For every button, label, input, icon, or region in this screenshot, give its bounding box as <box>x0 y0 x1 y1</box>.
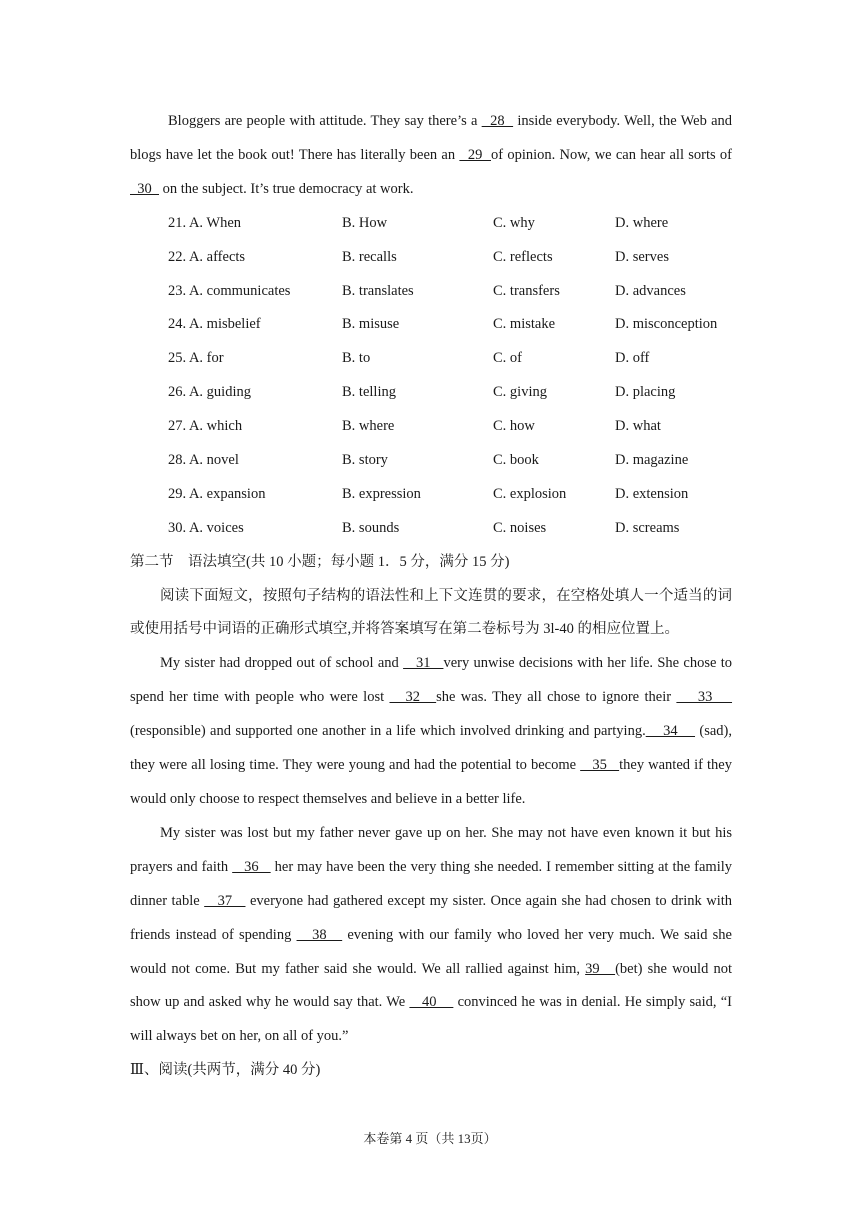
text-segment: on the subject. It’s true democracy at work. <box>159 180 414 197</box>
option-a: 28. A. novel <box>168 451 239 468</box>
blank-34: 34 <box>645 723 696 740</box>
text-segment: My sister had dropped out of school and <box>160 655 404 672</box>
option-d: D. extension <box>615 485 689 502</box>
option-c: C. noises <box>493 519 547 536</box>
text-segment: evening with our family who loved her very much. We said she would not come. But my father said she would. We all rallied against him, <box>130 926 732 977</box>
text-segment: inside everybody. Well, the Web and blogs have let the book out! There has literally been an <box>130 113 732 163</box>
option-b: B. where <box>342 418 395 435</box>
text-segment: (sad), they were all losing time. They were young and had the potential to become <box>130 723 732 774</box>
option-d: D. magazine <box>615 451 689 468</box>
option-row <box>130 410 732 444</box>
option-a: 30. A. voices <box>168 519 244 536</box>
option-b: B. How <box>342 214 388 231</box>
option-b: B. telling <box>342 384 396 401</box>
blank-40: 40 <box>409 994 454 1011</box>
blank-28: 28 <box>481 113 514 129</box>
option-b: B. sounds <box>342 519 400 536</box>
options-table <box>130 207 732 546</box>
blank-30: 30 <box>130 180 159 197</box>
blank-36: 36 <box>232 858 271 875</box>
option-row <box>130 376 732 410</box>
option-c: C. why <box>493 214 535 231</box>
option-d: D. placing <box>615 384 676 401</box>
option-a: 21. A. When <box>168 214 242 231</box>
section-2-heading: 第二节 语法填空(共 10 小题；每小题 1．5 分，满分 15 分) <box>130 553 510 570</box>
option-row <box>130 478 732 512</box>
text-segment: her may have been the very thing she needed. I remember sitting at the family dinner table <box>130 858 733 909</box>
text-segment: Bloggers are people with attitude. They say there’s a <box>168 113 482 129</box>
blank-29: 29 <box>459 146 491 163</box>
text-segment: of opinion. Now, we can hear all sorts of <box>490 146 732 163</box>
option-a: 26. A. guiding <box>168 384 251 401</box>
option-c: C. reflects <box>493 248 553 265</box>
page-footer: 本卷第 4 页（共 13页） <box>363 1131 497 1146</box>
text-segment: they wanted if they would only choose to respect themselves and believe in a better life. <box>130 757 732 807</box>
option-c: C. how <box>493 418 535 435</box>
blank-31: 31 <box>403 655 444 672</box>
option-d: D. where <box>615 214 669 231</box>
text-segment: convinced he was in denial. He simply said, “I will always bet on her, on all of you.” <box>130 994 732 1045</box>
blank-39: 39 <box>585 960 616 977</box>
option-row <box>130 512 732 546</box>
text-segment: very unwise decisions with her life. She chose to spend her time with people who were lost <box>130 655 732 706</box>
option-d: D. off <box>615 350 650 367</box>
text-segment: everyone had gathered except my sister. Once again she had chosen to drink with friends instead of spending <box>130 892 732 943</box>
blank-32: 32 <box>389 689 437 706</box>
option-d: D. screams <box>615 519 680 536</box>
section-2-instruction: 阅读下面短文，按照句子结构的语法性和上下文连贯的要求，在空格处填人一个适当的词或使用括号中词语的正确形式填空,并将答案填写在第二卷标号为 3l-40 的相应位置上。 <box>130 587 732 638</box>
option-c: C. of <box>493 350 522 367</box>
option-row <box>130 308 732 342</box>
option-b: B. story <box>342 451 388 468</box>
blank-35: 35 <box>580 757 620 774</box>
option-b: B. to <box>342 350 371 367</box>
text-segment: she was. They all chose to ignore their <box>436 689 677 706</box>
option-row <box>130 207 732 241</box>
blank-38: 38 <box>296 926 343 943</box>
option-b: B. misuse <box>342 316 400 333</box>
option-row <box>130 342 732 376</box>
blank-33: 33 <box>676 689 733 706</box>
option-b: B. recalls <box>342 248 397 265</box>
option-a: 27. A. which <box>168 418 243 435</box>
section-3-heading: Ⅲ、阅读(共两节，满分 40 分) <box>130 1062 321 1079</box>
passage-paragraph-2 <box>130 647 732 817</box>
option-d: D. advances <box>615 282 686 299</box>
option-a: 23. A. communicates <box>168 282 291 299</box>
option-a: 25. A. for <box>168 350 224 367</box>
option-c: C. giving <box>493 384 547 401</box>
option-c: C. transfers <box>493 282 560 299</box>
text-segment: My sister was lost but my father never gave up on her. She may not have even known it but his prayers and faith <box>130 824 732 875</box>
option-a: 24. A. misbelief <box>168 316 261 333</box>
text-segment: (responsible) and supported one another in a life which involved drinking and partying. <box>130 723 646 740</box>
option-c: C. explosion <box>493 485 567 502</box>
option-d: D. serves <box>615 248 669 265</box>
text-segment: (bet) she would not show up and asked why he would say that. We <box>130 960 733 1011</box>
option-row <box>130 241 732 275</box>
passage-paragraph-3 <box>130 817 732 1054</box>
option-row <box>130 444 732 478</box>
option-b: B. expression <box>342 485 421 502</box>
option-c: C. mistake <box>493 316 556 333</box>
passage-paragraph-1 <box>130 105 732 207</box>
page-content <box>130 105 732 1088</box>
option-row <box>130 275 732 309</box>
option-d: D. what <box>615 418 661 435</box>
blank-37: 37 <box>204 892 246 909</box>
option-c: C. book <box>493 451 539 468</box>
option-b: B. translates <box>342 282 414 299</box>
option-a: 22. A. affects <box>168 248 246 265</box>
option-d: D. misconception <box>615 316 718 333</box>
option-a: 29. A. expansion <box>168 485 266 502</box>
